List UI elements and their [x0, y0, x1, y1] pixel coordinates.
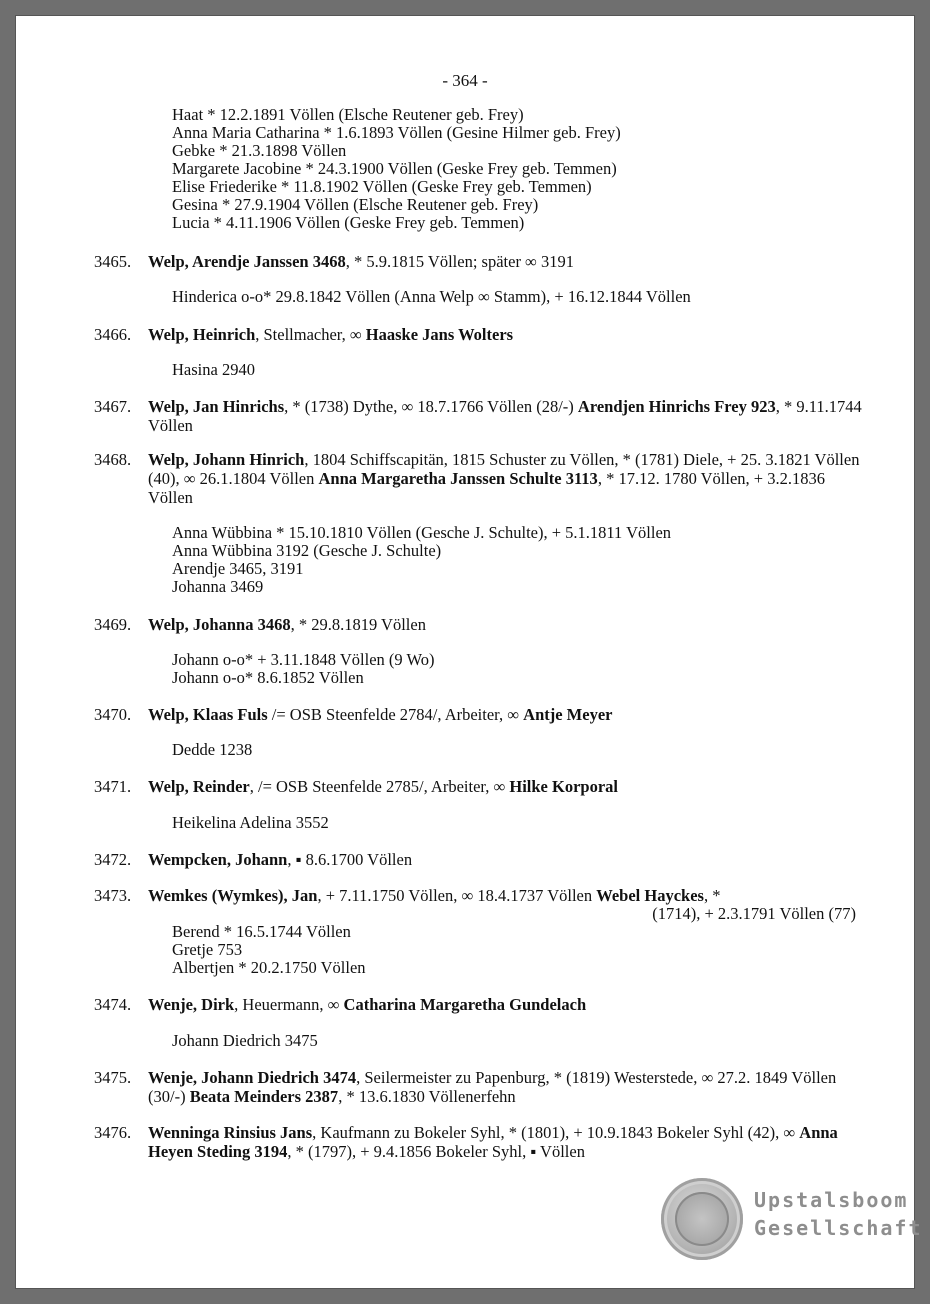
list-item: Albertjen * 20.2.1750 Völlen: [172, 958, 366, 977]
entry-spouse: Beata Meinders 2387: [189, 1087, 339, 1106]
entry-details: , ▪ 8.6.1700 Völlen: [287, 850, 413, 869]
entry-name: Wenje, Johann Diedrich 3474: [148, 1068, 357, 1087]
entry-text: [148, 886, 868, 905]
entry-details: /= OSB Steenfelde 2784/, Arbeiter, ∞: [267, 705, 524, 724]
entry-spouse: Arendjen Hinrichs Frey 923: [577, 397, 776, 416]
entry-spouse: Webel Hayckes: [596, 886, 704, 905]
logo-text-line1: Upstalsboom: [754, 1188, 909, 1212]
entry-details-continued: (1714), + 2.3.1791 Völlen (77): [652, 904, 856, 923]
list-item: Gesina * 27.9.1904 Völlen (Elsche Reutener geb. Frey): [172, 195, 539, 214]
entry-details: , * 29.8.1819 Völlen: [290, 615, 426, 634]
list-item: Hinderica o-o* 29.8.1842 Völlen (Anna Welp ∞ Stamm), + 16.12.1844 Völlen: [172, 287, 691, 306]
entry-spouse: Antje Meyer: [523, 705, 613, 724]
list-item: Johann o-o* + 3.11.1848 Völlen (9 Wo): [172, 650, 435, 669]
entry-details: , Heuermann, ∞: [234, 995, 344, 1014]
list-item: Johann Diedrich 3475: [172, 1031, 318, 1050]
entry-name: Welp, Reinder: [148, 777, 250, 796]
entry-name: Welp, Jan Hinrichs: [148, 397, 285, 416]
list-item: Elise Friederike * 11.8.1902 Völlen (Geske Frey geb. Temmen): [172, 177, 592, 196]
entry-number: 3475.: [94, 1068, 132, 1087]
entry-details: , /= OSB Steenfelde 2785/, Arbeiter, ∞: [249, 777, 510, 796]
list-item: Margarete Jacobine * 24.3.1900 Völlen (Geske Frey geb. Temmen): [172, 159, 617, 178]
entry-number: 3473.: [94, 886, 132, 905]
entry-name: Wempcken, Johann: [148, 850, 288, 869]
list-item: Anna Wübbina 3192 (Gesche J. Schulte): [172, 541, 442, 560]
logo-text-line2: Gesellschaft: [754, 1216, 923, 1240]
entry-name: Welp, Klaas Fuls: [148, 705, 268, 724]
entry-text: [148, 450, 868, 507]
entry-number: 3471.: [94, 777, 132, 796]
entry-text: [148, 850, 868, 869]
list-item: Anna Maria Catharina * 1.6.1893 Völlen (Gesine Hilmer geb. Frey): [172, 123, 621, 142]
page-number: - 364 -: [442, 71, 488, 90]
entry-name: Welp, Johann Hinrich: [148, 450, 305, 469]
entry-details: , + 7.11.1750 Völlen, ∞ 18.4.1737 Völlen: [317, 886, 597, 905]
entry-details-2: , * (1797), + 9.4.1856 Bokeler Syhl, ▪ Völlen: [287, 1142, 585, 1161]
entry-spouse: Hilke Korporal: [509, 777, 618, 796]
entry-text: [148, 777, 868, 796]
entry-number: 3469.: [94, 615, 132, 634]
entry-text: [148, 995, 868, 1014]
entry-number: 3465.: [94, 252, 132, 271]
entry-number: 3470.: [94, 705, 132, 724]
list-item: Lucia * 4.11.1906 Völlen (Geske Frey geb. Temmen): [172, 213, 525, 232]
entry-text: [148, 325, 868, 344]
list-item: Arendje 3465, 3191: [172, 559, 304, 578]
entry-details-2: , *: [703, 886, 721, 905]
entry-text: [148, 705, 868, 724]
entry-name: Welp, Arendje Janssen 3468: [148, 252, 346, 271]
list-item: Gebke * 21.3.1898 Völlen: [172, 141, 347, 160]
list-item: Gretje 753: [172, 940, 243, 959]
entry-details-2: , * 17.12. 1780 Völlen, + 3.2.1836 Völlen: [148, 469, 825, 507]
document-body: [16, 16, 923, 1288]
entry-details-2: , * 9.11.1744 Völlen: [148, 397, 862, 435]
entry-number: 3476.: [94, 1123, 132, 1142]
entry-name: Wenninga Rinsius Jans: [148, 1123, 313, 1142]
list-item: Johanna 3469: [172, 577, 264, 596]
entry-text: [148, 252, 868, 271]
list-item: Dedde 1238: [172, 740, 253, 759]
entry-number: 3468.: [94, 450, 132, 469]
entry-number: 3466.: [94, 325, 132, 344]
entry-name: Welp, Johanna 3468: [148, 615, 291, 634]
entry-text: [148, 397, 868, 435]
entry-details: , Seilermeister zu Papenburg, * (1819) Westerstede, ∞ 27.2. 1849 Völlen (30/-): [148, 1068, 837, 1106]
entry-details: , Stellmacher, ∞: [255, 325, 366, 344]
society-logo: [661, 1178, 923, 1268]
entry-name: Wemkes (Wymkes), Jan: [148, 886, 318, 905]
entry-number: 3467.: [94, 397, 132, 416]
list-item: Haat * 12.2.1891 Völlen (Elsche Reutener geb. Frey): [172, 105, 524, 124]
entry-spouse: Catharina Margaretha Gundelach: [343, 995, 587, 1014]
entry-details-2: , * 13.6.1830 Völlenerfehn: [338, 1087, 516, 1106]
entry-text: [148, 1123, 868, 1161]
list-item: Hasina 2940: [172, 360, 255, 379]
entry-number: 3472.: [94, 850, 132, 869]
entry-text: [148, 615, 868, 634]
entry-name: Wenje, Dirk: [148, 995, 235, 1014]
seal-icon: [661, 1178, 743, 1260]
entry-spouse: Haaske Jans Wolters: [365, 325, 514, 344]
list-item: Anna Wübbina * 15.10.1810 Völlen (Gesche J. Schulte), + 5.1.1811 Völlen: [172, 523, 672, 542]
entry-spouse: Anna Margaretha Janssen Schulte 3113: [318, 469, 598, 488]
entry-text: [148, 1068, 868, 1106]
entry-details: , * (1738) Dythe, ∞ 18.7.1766 Völlen (28/-): [284, 397, 578, 416]
list-item: Berend * 16.5.1744 Völlen: [172, 922, 351, 941]
entry-details: , * 5.9.1815 Völlen; später ∞ 3191: [345, 252, 574, 271]
list-item: Heikelina Adelina 3552: [172, 813, 329, 832]
document-page: [16, 16, 923, 1288]
list-item: Johann o-o* 8.6.1852 Völlen: [172, 668, 364, 687]
entry-name: Welp, Heinrich: [148, 325, 256, 344]
entry-spouse: Anna Heyen Steding 3194: [148, 1123, 838, 1161]
entry-number: 3474.: [94, 995, 132, 1014]
entry-details: , 1804 Schiffscapitän, 1815 Schuster zu Völlen, * (1781) Diele, + 25. 3.1821 Völlen (40), ∞ 26.1.1804 Völlen: [148, 450, 860, 488]
entry-details: , Kaufmann zu Bokeler Syhl, * (1801), + 10.9.1843 Bokeler Syhl (42), ∞: [312, 1123, 800, 1142]
